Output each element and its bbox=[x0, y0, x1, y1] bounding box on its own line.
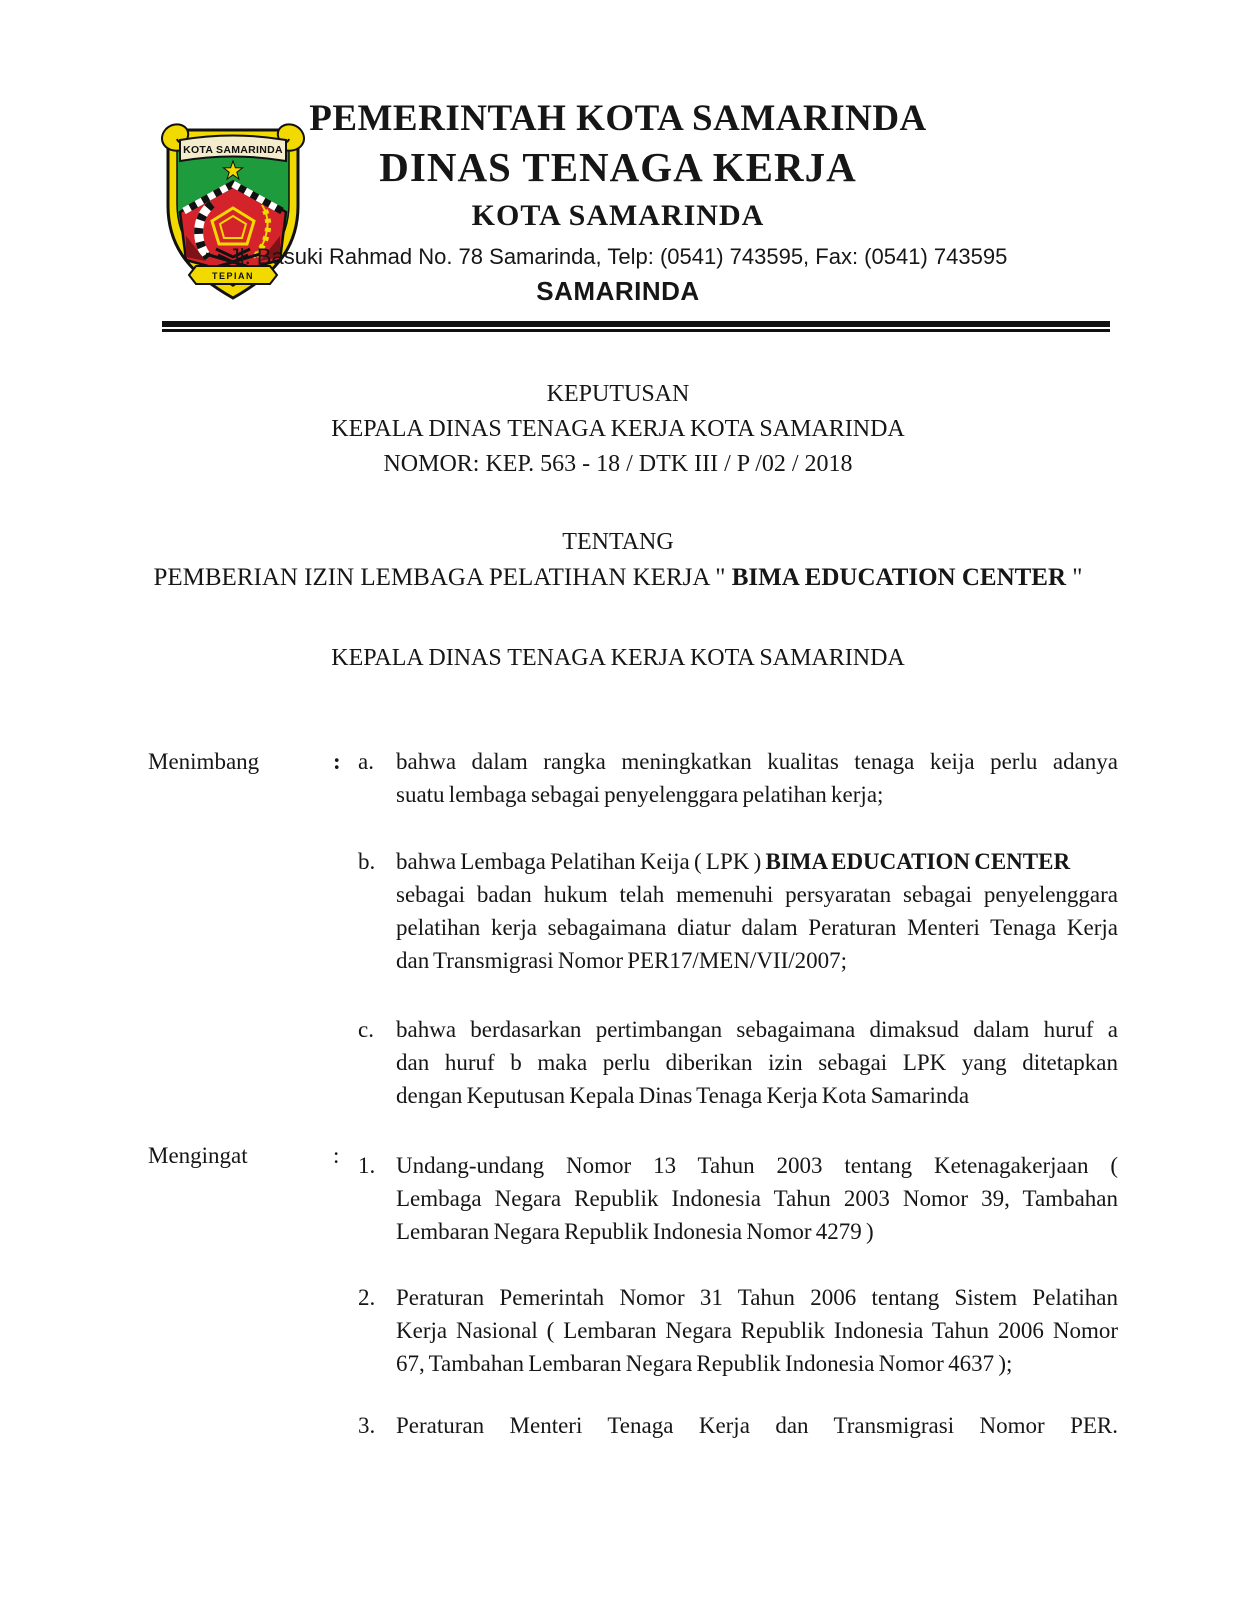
decree-issuer-heading: KEPALA DINAS TENAGA KERJA KOTA SAMARINDA bbox=[331, 416, 905, 442]
lpk-name-bold: BIMA EDUCATION CENTER bbox=[765, 849, 1071, 874]
recalling-item-1 bbox=[358, 1149, 1118, 1248]
item-marker: b. bbox=[358, 849, 376, 874]
seal-bottom-banner-text: TEPIAN bbox=[211, 271, 255, 281]
decree-number-line: NOMOR: KEP. 563 - 18 / DTK III / P /02 / 2018 bbox=[383, 451, 853, 477]
considering-item-b bbox=[358, 845, 1118, 977]
text-line: 67, Tambahan Lembaran Negara Republik Indonesia Nomor 4637 ); bbox=[396, 1351, 1013, 1376]
text-line: dan huruf b maka perlu diberikan izin sebagai LPK yang ditetapkan bbox=[396, 1050, 1118, 1075]
recalling-colon: : bbox=[333, 1143, 340, 1168]
seal-top-banner-text: KOTA SAMARINDA bbox=[183, 144, 283, 156]
subject-suffix: " bbox=[1066, 564, 1083, 591]
text-line: Peraturan Pemerintah Nomor 31 Tahun 2006 tentang Sistem Pelatihan bbox=[396, 1285, 1118, 1310]
issuer-salutation-line: KEPALA DINAS TENAGA KERJA KOTA SAMARINDA bbox=[331, 645, 905, 671]
decree-body bbox=[148, 745, 1118, 1442]
decree-subject-line bbox=[0, 563, 1236, 593]
considering-section bbox=[148, 745, 1118, 1149]
letterhead-government-line: PEMERINTAH KOTA SAMARINDA bbox=[309, 98, 927, 139]
text-line: suatu lembaga sebagai penyelenggara pelatihan kerja; bbox=[396, 782, 884, 807]
letterhead-divider-rule bbox=[162, 321, 1110, 332]
item-marker: c. bbox=[358, 1017, 374, 1042]
considering-item-c bbox=[358, 1013, 1118, 1112]
item-marker: 2. bbox=[358, 1285, 376, 1310]
text-line: Lembaran Negara Republik Indonesia Nomor 4279 ) bbox=[396, 1219, 874, 1244]
item-marker: 1. bbox=[358, 1153, 376, 1178]
about-label: TENTANG bbox=[562, 529, 674, 555]
recalling-item-3 bbox=[358, 1409, 1118, 1442]
text-line: dengan Keputusan Kepala Dinas Tenaga Kerja Kota Samarinda bbox=[396, 1083, 970, 1108]
text-line: bahwa Lembaga Pelatihan Keija ( LPK ) BIMA EDUCATION CENTER bbox=[396, 849, 1071, 874]
recalling-items bbox=[358, 1149, 1118, 1442]
decree-heading: KEPUTUSAN bbox=[546, 381, 690, 407]
subject-prefix: PEMBERIAN IZIN LEMBAGA PELATIHAN KERJA " bbox=[153, 564, 732, 591]
considering-items bbox=[358, 745, 1118, 1149]
subject-lpk-name: BIMA EDUCATION CENTER bbox=[731, 564, 1067, 591]
text-line: sebagai badan hukum telah memenuhi persyaratan sebagai penyelenggara bbox=[396, 882, 1118, 907]
text-line: Kerja Nasional ( Lembaran Negara Republik Indonesia Tahun 2006 Nomor bbox=[396, 1318, 1118, 1343]
item-marker: 3. bbox=[358, 1413, 376, 1438]
recalling-section bbox=[148, 1143, 1118, 1442]
letterhead-city-name: SAMARINDA bbox=[536, 276, 700, 306]
letterhead-address-line: Jl. Basuki Rahmad No. 78 Samarinda, Telp: (0541) 743595, Fax: (0541) 743595 bbox=[228, 244, 1008, 269]
text-line: Undang-undang Nomor 13 Tahun 2003 tentang Ketenagakerjaan ( bbox=[396, 1153, 1118, 1178]
recalling-item-2 bbox=[358, 1281, 1118, 1380]
recalling-label: Mengingat bbox=[148, 1143, 248, 1168]
considering-label: Menimbang bbox=[148, 749, 260, 774]
text-line: pelatihan kerja sebagaimana diatur dalam Peraturan Menteri Tenaga Kerja bbox=[396, 915, 1118, 940]
text-line: Lembaga Negara Republik Indonesia Tahun 2003 Nomor 39, Tambahan bbox=[396, 1186, 1118, 1211]
considering-item-a bbox=[358, 745, 1118, 811]
considering-colon: : bbox=[333, 749, 341, 774]
text-line: bahwa dalam rangka meningkatkan kualitas tenaga keija perlu adanya bbox=[396, 749, 1118, 774]
item-marker: a. bbox=[358, 749, 374, 774]
letterhead-city-line: KOTA SAMARINDA bbox=[471, 199, 765, 232]
text-line: Peraturan Menteri Tenaga Kerja dan Transmigrasi Nomor PER. bbox=[396, 1413, 1118, 1438]
text-line: dan Transmigrasi Nomor PER17/MEN/VII/2007; bbox=[396, 948, 848, 973]
letterhead-agency-line: DINAS TENAGA KERJA bbox=[379, 144, 857, 190]
text-line: bahwa berdasarkan pertimbangan sebagaimana dimaksud dalam huruf a bbox=[396, 1017, 1118, 1042]
